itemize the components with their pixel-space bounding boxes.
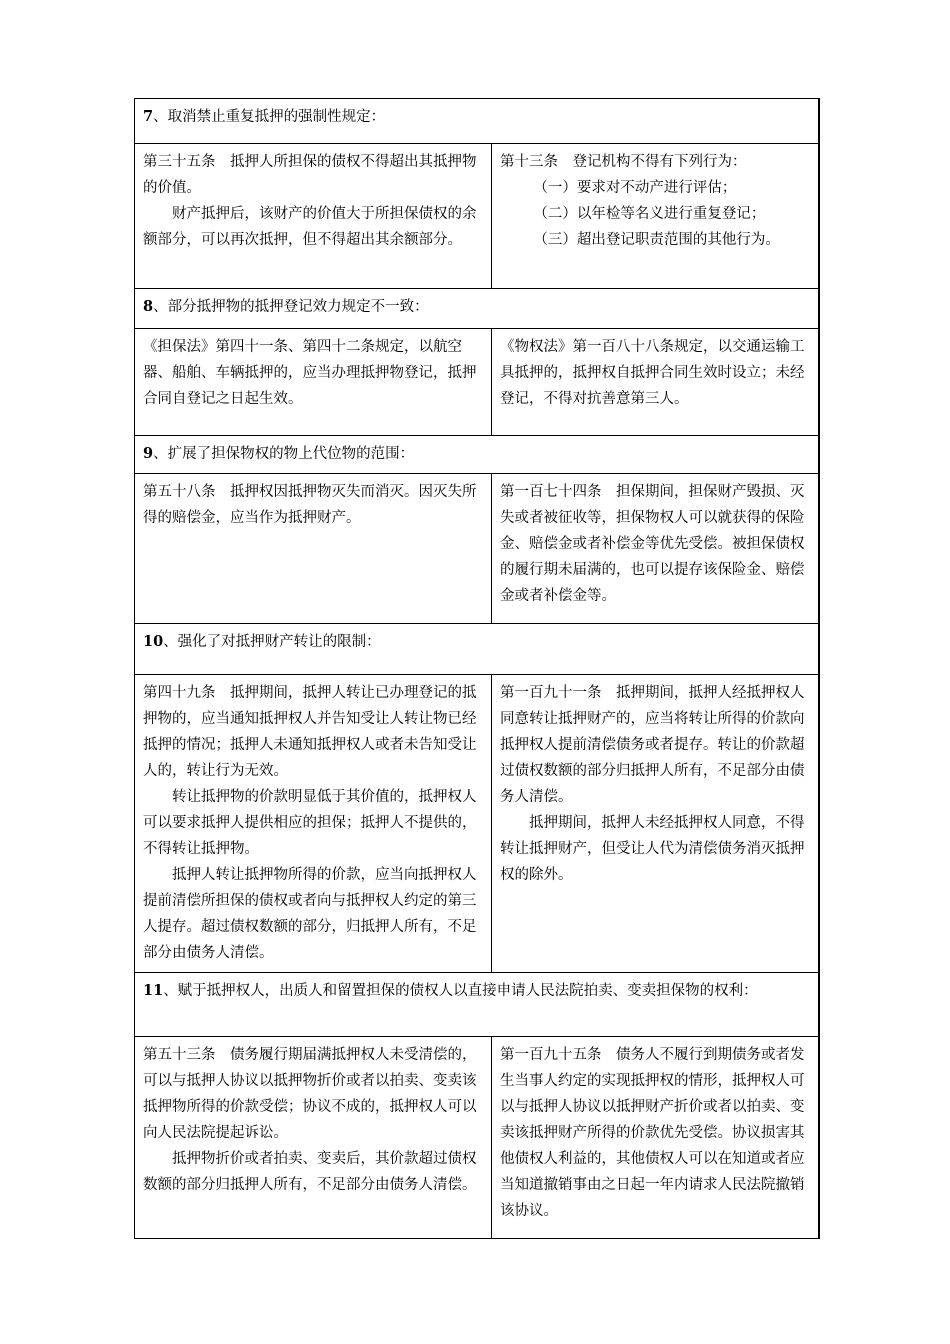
section-number: 8 [143, 298, 154, 315]
section-heading-text: 、部分抵押物的抵押登记效力规定不一致： [153, 299, 429, 315]
comparison-row [135, 329, 819, 436]
clause-paragraph: 抵押人转让抵押物所得的价款，应当向抵押权人提前清偿所担保的债权或者向与抵押权人约定的第三人提存。超过债权数额的部分，归抵押人所有，不足部分由债务人清偿。 [143, 867, 477, 961]
clause-paragraph: 财产抵押后，该财产的价值大于所担保债权的余额部分，可以再次抵押，但不得超出其余额部分。 [143, 206, 477, 248]
section-number: 7 [143, 108, 154, 125]
clause-paragraph: 第一百七十四条 担保期间，担保财产毁损、灭失或者被征收等，担保物权人可以就获得的保险金、赔偿金或者补偿金等优先受偿。被担保债权的履行期未届满的，也可以提存该保险金、赔偿金或者补偿金等。 [500, 484, 805, 604]
section-number: 11 [143, 982, 164, 999]
old-law-cell [135, 329, 492, 436]
clause-paragraph: 第三十五条 抵押人所担保的债权不得超出其抵押物的价值。 [143, 154, 477, 196]
comparison-table [134, 98, 820, 1239]
clause-paragraph: 第一百九十五条 债务人不履行到期债务或者发生当事人约定的实现抵押权的情形，抵押权人可以与抵押人协议以抵押财产折价或者以拍卖、变卖该抵押财产所得的价款优先受偿。协议损害其他债权人利益的，其他债权人可以在知道或者应当知道撤销事由之日起一年内请求人民法院撤销该协议。 [500, 1047, 805, 1219]
clause-paragraph: 《物权法》第一百八十八条规定，以交通运输工具抵押的，抵押权自抵押合同生效时设立；未经登记，不得对抗善意第三人。 [500, 339, 805, 407]
clause-paragraph: 抵押期间，抵押人未经抵押权人同意，不得转让抵押财产，但受让人代为清偿债务消灭抵押权的除外。 [500, 815, 805, 883]
clause-paragraph: 第一百九十一条 抵押期间，抵押人经抵押权人同意转让抵押财产的，应当将转让所得的价款向抵押权人提前清偿债务或者提存。转让的价款超过债权数额的部分归抵押人所有，不足部分由债务人清偿。 [500, 685, 805, 805]
old-law-cell [135, 474, 492, 624]
section-number: 9 [143, 445, 154, 462]
section-heading-row [135, 289, 819, 329]
clause-item: （三）超出登记职责范围的其他行为。 [533, 232, 780, 248]
comparison-row [135, 144, 819, 289]
clause-paragraph: 第十三条 登记机构不得有下列行为： [500, 154, 747, 170]
section-heading [135, 973, 819, 1037]
section-heading [135, 436, 819, 474]
section-heading-text: 、取消禁止重复抵押的强制性规定： [153, 109, 386, 125]
clause-item: （一）要求对不动产进行评估； [533, 180, 737, 196]
section-heading [135, 99, 819, 144]
old-law-cell [135, 1037, 492, 1239]
new-law-cell [492, 675, 819, 973]
section-heading-row [135, 436, 819, 474]
new-law-cell [492, 329, 819, 436]
old-law-cell [135, 144, 492, 289]
clause-paragraph: 《担保法》第四十一条、第四十二条规定，以航空器、船舶、车辆抵押的，应当办理抵押物登记，抵押合同自登记之日起生效。 [143, 339, 477, 407]
section-heading [135, 289, 819, 329]
section-heading-text: 、赋于抵押权人，出质人和留置担保的债权人以直接申请人民法院拍卖、变卖担保物的权利： [163, 983, 758, 999]
section-heading-row [135, 99, 819, 144]
clause-item: （二）以年检等名义进行重复登记； [533, 206, 766, 222]
comparison-row [135, 675, 819, 973]
clause-paragraph: 第四十九条 抵押期间，抵押人转让已办理登记的抵押物的，应当通知抵押权人并告知受让人转让物已经抵押的情况；抵押人未通知抵押权人或者未告知受让人的，转让行为无效。 [143, 685, 477, 779]
section-heading [135, 624, 819, 675]
section-heading-text: 、扩展了担保物权的物上代位物的范围： [153, 446, 415, 462]
new-law-cell [492, 144, 819, 289]
old-law-cell [135, 675, 492, 973]
clause-paragraph: 第五十三条 债务履行期届满抵押权人未受清偿的，可以与抵押人协议以抵押物折价或者以拍卖、变卖该抵押物所得的价款受偿；协议不成的，抵押权人可以向人民法院提起诉讼。 [143, 1047, 477, 1141]
new-law-cell [492, 1037, 819, 1239]
section-heading-text: 、强化了对抵押财产转让的限制： [163, 634, 381, 650]
clause-paragraph: 第五十八条 抵押权因抵押物灭失而消灭。因灭失所得的赔偿金，应当作为抵押财产。 [143, 484, 477, 526]
section-heading-row [135, 624, 819, 675]
section-heading-row [135, 973, 819, 1037]
clause-paragraph: 抵押物折价或者拍卖、变卖后，其价款超过债权数额的部分归抵押人所有，不足部分由债务人清偿。 [143, 1151, 477, 1193]
new-law-cell [492, 474, 819, 624]
comparison-row [135, 474, 819, 624]
clause-paragraph: 转让抵押物的价款明显低于其价值的，抵押权人可以要求抵押人提供相应的担保；抵押人不提供的，不得转让抵押物。 [143, 789, 477, 857]
comparison-row [135, 1037, 819, 1239]
section-number: 10 [143, 633, 164, 650]
